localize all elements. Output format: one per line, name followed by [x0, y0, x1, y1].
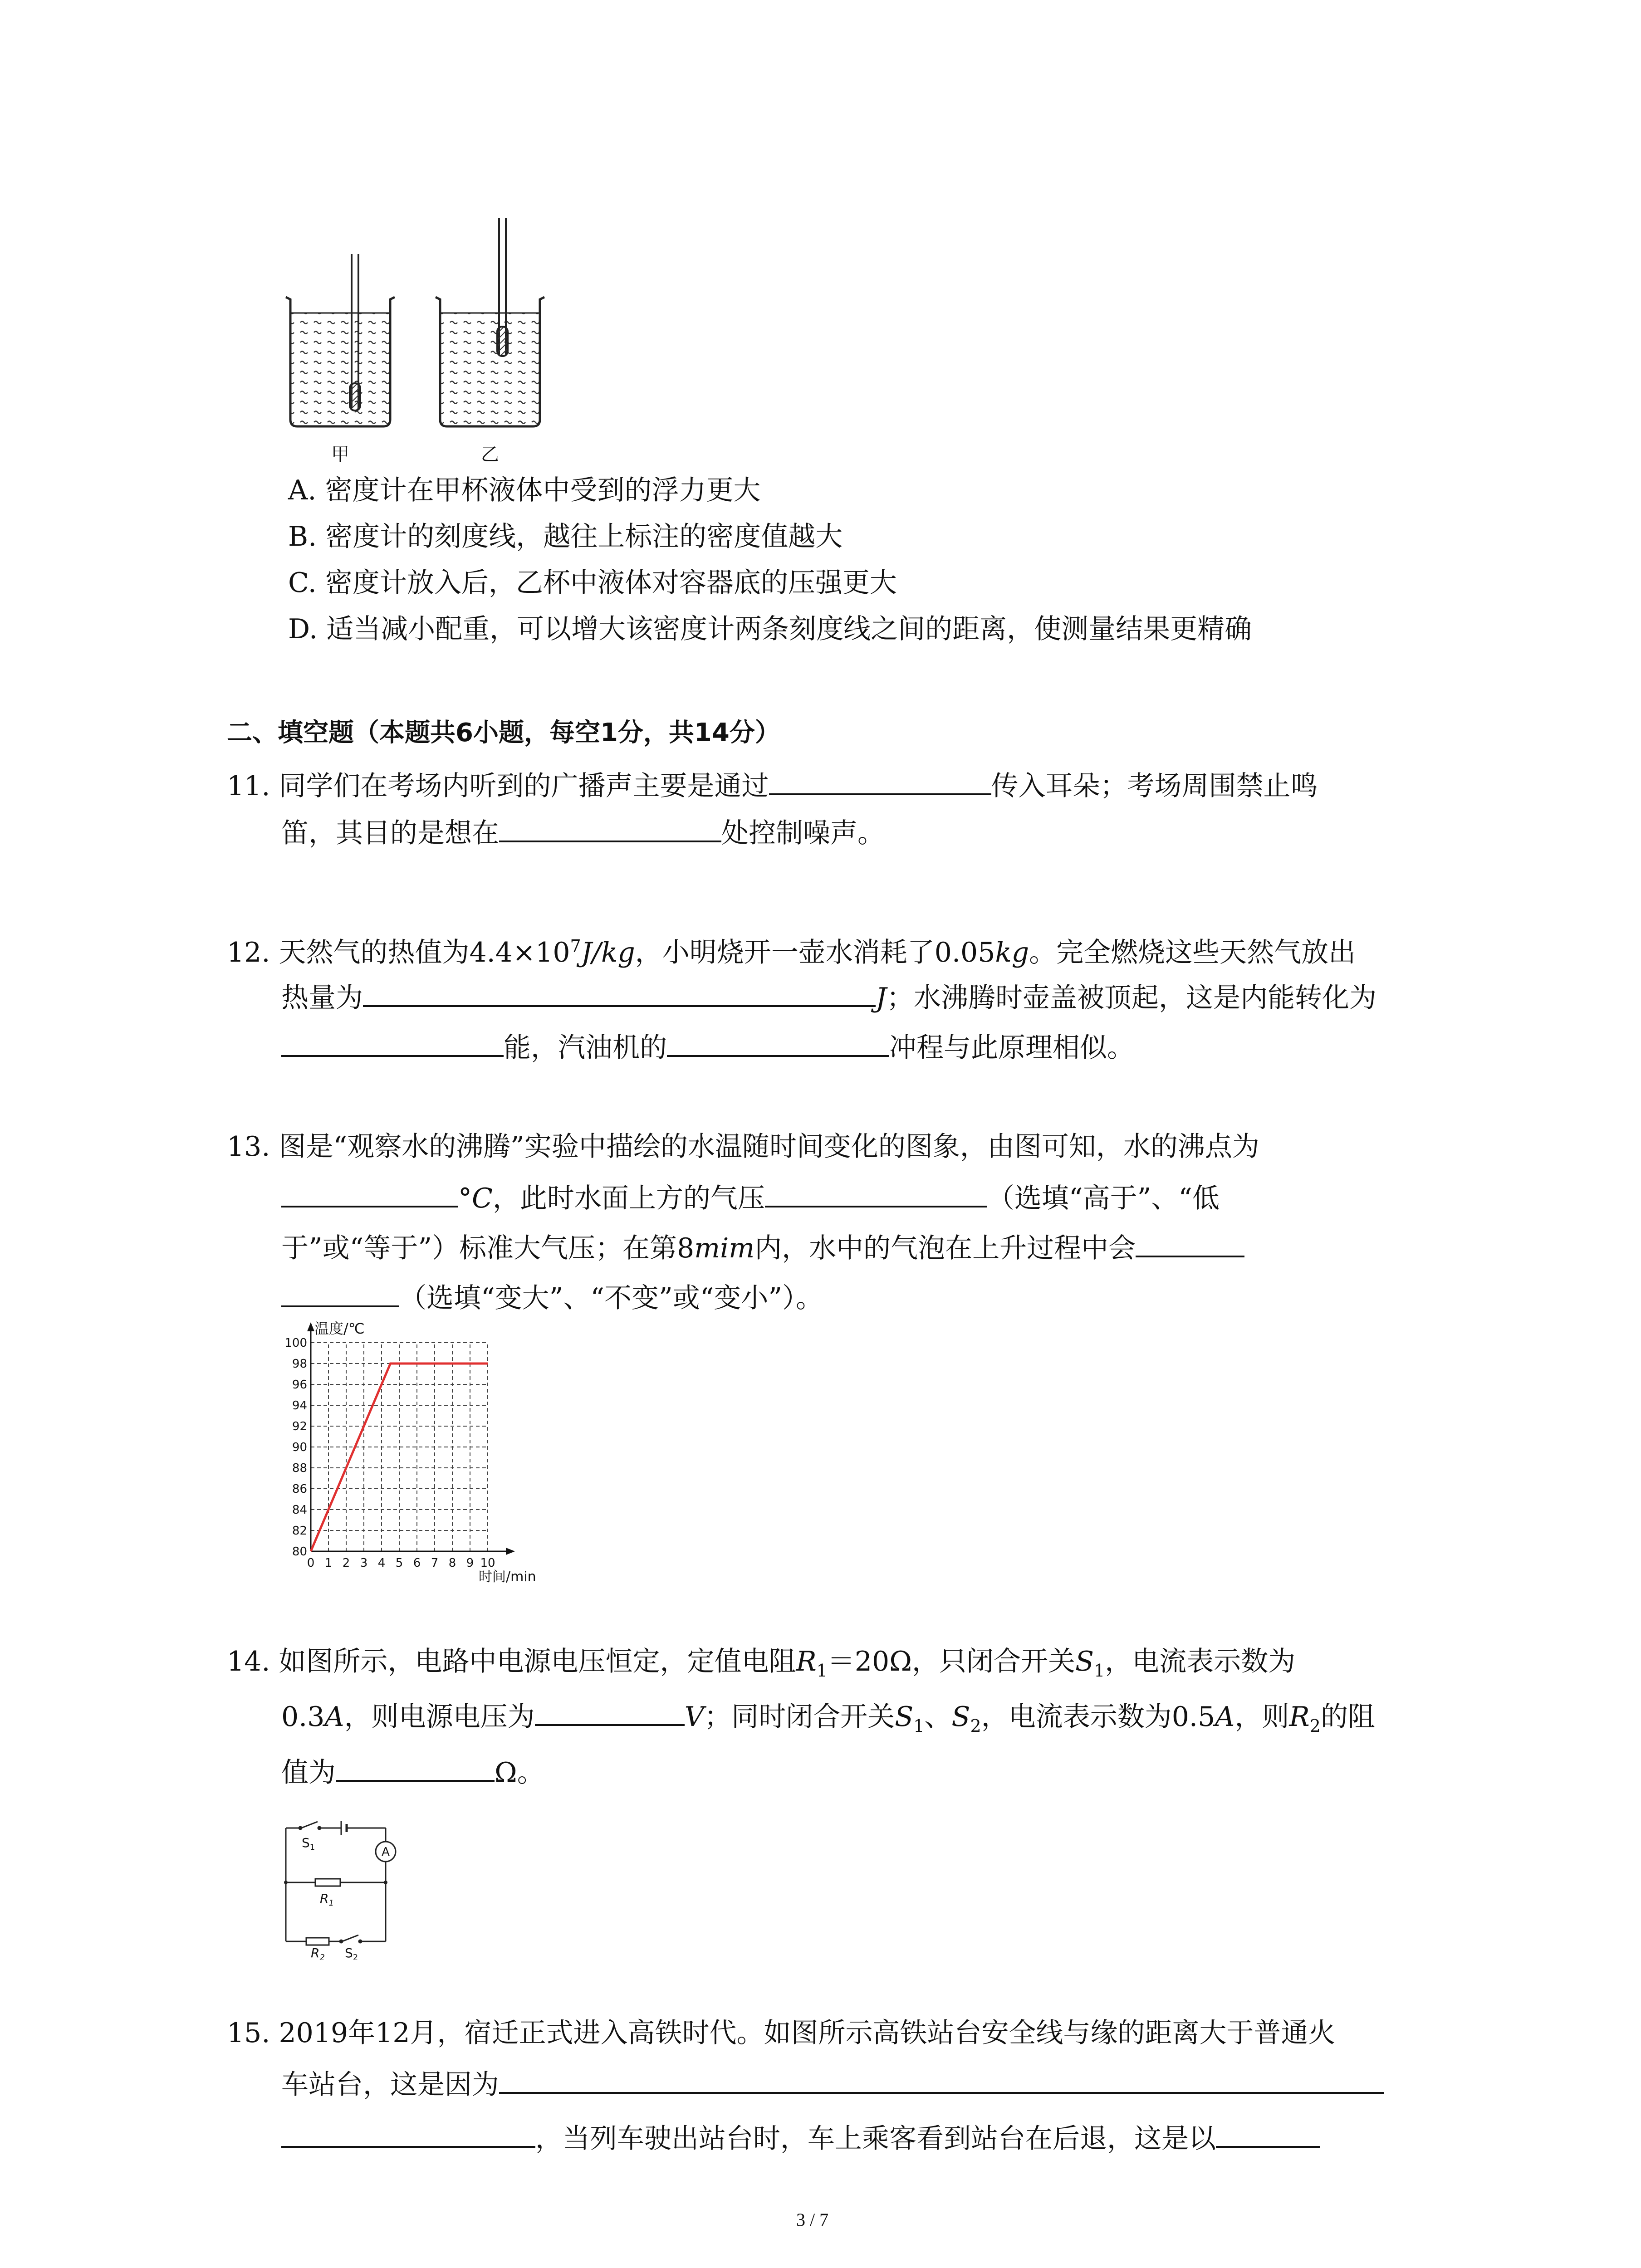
q13-line2: [281, 1180, 1220, 1215]
q14-r1-sub: 1: [816, 1661, 828, 1681]
q15-text-2: 车站台，这是因为: [281, 2069, 499, 2101]
svg-text:S2: [345, 1945, 358, 1960]
q14-text-7: ，电流表示数为0.5: [981, 1701, 1215, 1733]
q12-line2: [281, 980, 1376, 1014]
q14-blank-2[interactable]: [336, 1755, 495, 1782]
beaker-figure: [272, 218, 599, 472]
q13-line4: [281, 1280, 823, 1315]
y-axis-label: 温度/℃: [314, 1320, 365, 1337]
q12-line1: [227, 930, 1356, 969]
q14-text-4: 0.3: [281, 1701, 325, 1733]
q13-text-1: 13. 图是“观察水的沸腾”实验中描绘的水温随时间变化的图象，由图可知，水的沸点为: [227, 1131, 1259, 1163]
q14-text-6: ；同时闭合开关: [704, 1701, 895, 1733]
circuit-r1-label: R: [320, 1891, 329, 1906]
q14-unit-a: A: [324, 1701, 344, 1733]
q14-s1b-sub: 1: [913, 1716, 925, 1736]
circuit-s2-label: S: [345, 1945, 353, 1960]
q12-text-2: ，小明烧开一壶水消耗了0.05: [635, 937, 995, 968]
q13-unit-1: °C: [458, 1183, 493, 1214]
y-tick-label: 84: [292, 1503, 307, 1517]
q15-line3: [281, 2121, 1320, 2155]
q14-text-8: ，则: [1234, 1701, 1289, 1733]
x-axis-label: 时间/min: [479, 1569, 536, 1585]
beaker-label-right: 乙: [481, 444, 499, 465]
x-tick-label: 0: [307, 1556, 315, 1570]
q11-text-1: 11. 同学们在考场内听到的广播声主要是通过: [227, 770, 769, 802]
q15-line2: [281, 2067, 1384, 2101]
circuit-s2-sub: 2: [353, 1953, 358, 1960]
q14-r2-sub: 2: [1309, 1716, 1321, 1736]
q13-line1: [227, 1130, 1259, 1163]
q14-s1-sub: 1: [1094, 1661, 1105, 1681]
q14-line3: [281, 1755, 544, 1789]
q11-text-3: 笛，其目的是想在: [281, 817, 499, 849]
y-tick-label: 94: [292, 1399, 307, 1413]
q14-text-5: ，则电源电压为: [344, 1701, 535, 1733]
y-tick-label: 98: [292, 1357, 307, 1371]
q12-blank-3[interactable]: [667, 1030, 889, 1057]
q13-text-2: ，此时水面上方的气压: [492, 1183, 765, 1214]
q13-line3: [281, 1230, 1244, 1265]
q12-unit-3: J: [876, 982, 887, 1014]
q14-s1b: S: [895, 1701, 914, 1733]
q13-text-6: （选填“变大”、“不变”或“变小”）。: [399, 1282, 823, 1314]
q13-blank-1[interactable]: [281, 1180, 458, 1207]
q15-text-1: 15. 2019年12月，宿迁正式进入高铁时代。如图所示高铁站台安全线与缘的距离大于普通火: [227, 2017, 1336, 2049]
circuit-ammeter-label: A: [382, 1845, 390, 1859]
q12-text-3: 。完全燃烧这些天然气放出: [1029, 937, 1356, 968]
q15-line1: [227, 2017, 1336, 2049]
x-tick-label: 9: [466, 1556, 474, 1570]
q13-blank-2[interactable]: [765, 1180, 987, 1207]
temperature-chart: [272, 1318, 563, 1599]
circuit-s1-sub: 1: [309, 1843, 315, 1852]
y-tick-label: 88: [292, 1461, 307, 1475]
x-tick-label: 4: [377, 1556, 386, 1570]
q14-sep: 、: [924, 1701, 952, 1733]
x-tick-label: 1: [324, 1556, 333, 1570]
q15-text-3: ，当列车驶出站台时，车上乘客看到站台在后退，这是以: [535, 2123, 1216, 2155]
q12-unit-1: J/kg: [581, 937, 635, 968]
y-tick-label: 82: [292, 1524, 307, 1538]
q14-r2: R: [1289, 1701, 1310, 1733]
q15-blank-1[interactable]: [499, 2067, 1384, 2094]
y-tick-label: 100: [284, 1336, 307, 1350]
q12-exponent: 7: [570, 936, 581, 956]
circuit-r2-sub: 2: [319, 1953, 325, 1960]
q14-text-11: Ω。: [495, 1757, 544, 1789]
beaker-left: [286, 254, 395, 426]
q14-text-10: 值为: [281, 1757, 336, 1789]
q13-blank-3[interactable]: [1136, 1230, 1244, 1257]
q14-s1: S: [1075, 1646, 1094, 1677]
q14-unit-a2: A: [1215, 1701, 1235, 1733]
x-tick-label: 10: [480, 1556, 495, 1570]
beaker-right: [436, 218, 544, 426]
q15-blank-2[interactable]: [281, 2121, 535, 2148]
q12-line3: [281, 1030, 1134, 1064]
option-b: B. 密度计的刻度线，越往上标注的密度值越大: [288, 521, 843, 552]
q11-text-2: 传入耳朵；考场周围禁止鸣: [991, 770, 1318, 802]
q14-line2: [281, 1699, 1375, 1742]
section-title: 二、填空题（本题共6小题，每空1分，共14分）: [227, 718, 780, 748]
q15-blank-3[interactable]: [1216, 2121, 1320, 2148]
q12-unit-2: kg: [995, 937, 1029, 968]
y-tick-label: 86: [292, 1482, 307, 1496]
x-tick-label: 3: [360, 1556, 368, 1570]
q12-text-5: ；水沸腾时壶盖被顶起，这是内能转化为: [887, 982, 1377, 1014]
x-tick-label: 8: [448, 1556, 456, 1570]
q11-line2: [281, 815, 885, 850]
y-tick-label: 92: [292, 1420, 307, 1433]
q14-r1: R: [796, 1646, 817, 1677]
option-c: C. 密度计放入后，乙杯中液体对容器底的压强更大: [288, 567, 897, 599]
beaker-label-left: 甲: [331, 444, 349, 465]
svg-text:R2: [311, 1945, 325, 1960]
q14-line1: [227, 1645, 1295, 1687]
q13-unit-2: mim: [694, 1232, 755, 1264]
q14-text-2: ＝20Ω，只闭合开关: [827, 1646, 1075, 1677]
x-axis-arrow: [506, 1548, 515, 1555]
q14-s2-sub: 2: [970, 1716, 981, 1736]
q14-text-3: ，电流表示数为: [1105, 1646, 1296, 1677]
x-tick-label: 6: [413, 1556, 421, 1570]
y-tick-label: 96: [292, 1378, 307, 1392]
option-d: D. 适当减小配重，可以增大该密度计两条刻度线之间的距离，使测量结果更精确: [288, 613, 1252, 645]
option-a: A. 密度计在甲杯液体中受到的浮力更大: [288, 474, 761, 506]
q13-text-4: 于”或“等于”）标准大气压；在第8: [281, 1232, 695, 1264]
q12-text-6: 能，汽油机的: [504, 1032, 667, 1064]
circuit-s1-label: S: [302, 1835, 310, 1850]
svg-text:S1: [302, 1835, 315, 1852]
q11-line1: [227, 768, 1318, 802]
y-tick-label: 80: [292, 1545, 307, 1559]
q11-text-4: 处控制噪声。: [721, 817, 885, 849]
q14-s2: S: [951, 1701, 970, 1733]
x-tick-label: 7: [431, 1556, 439, 1570]
q14-blank-1[interactable]: [535, 1699, 685, 1726]
q12-blank-2[interactable]: [281, 1030, 504, 1057]
q11-blank-1[interactable]: [769, 768, 991, 795]
q12-text-4: 热量为: [281, 982, 363, 1014]
y-tick-label: 90: [292, 1441, 307, 1454]
q14-text-1: 14. 如图所示，电路中电源电压恒定，定值电阻: [227, 1646, 796, 1677]
q14-text-9: 的阻: [1320, 1701, 1375, 1733]
q13-blank-4[interactable]: [281, 1280, 399, 1307]
circuit-r2-label: R: [311, 1945, 320, 1960]
q12-text-7: 冲程与此原理相似。: [889, 1032, 1134, 1064]
x-tick-label: 2: [342, 1556, 350, 1570]
circuit-r1-sub: 1: [328, 1898, 334, 1908]
circuit-diagram: [272, 1810, 426, 1960]
svg-text:R1: [320, 1891, 334, 1908]
q14-unit-v: V: [684, 1701, 705, 1733]
q11-blank-2[interactable]: [499, 815, 721, 842]
q12-blank-1[interactable]: [363, 980, 876, 1007]
q13-text-3: （选填“高于”、“低: [987, 1183, 1220, 1214]
page-number: 3 / 7: [796, 2209, 829, 2230]
q12-text-1: 12. 天然气的热值为4.4×10: [227, 937, 570, 968]
x-tick-label: 5: [395, 1556, 403, 1570]
q13-text-5: 内，水中的气泡在上升过程中会: [754, 1232, 1136, 1264]
y-axis-arrow: [307, 1322, 314, 1331]
